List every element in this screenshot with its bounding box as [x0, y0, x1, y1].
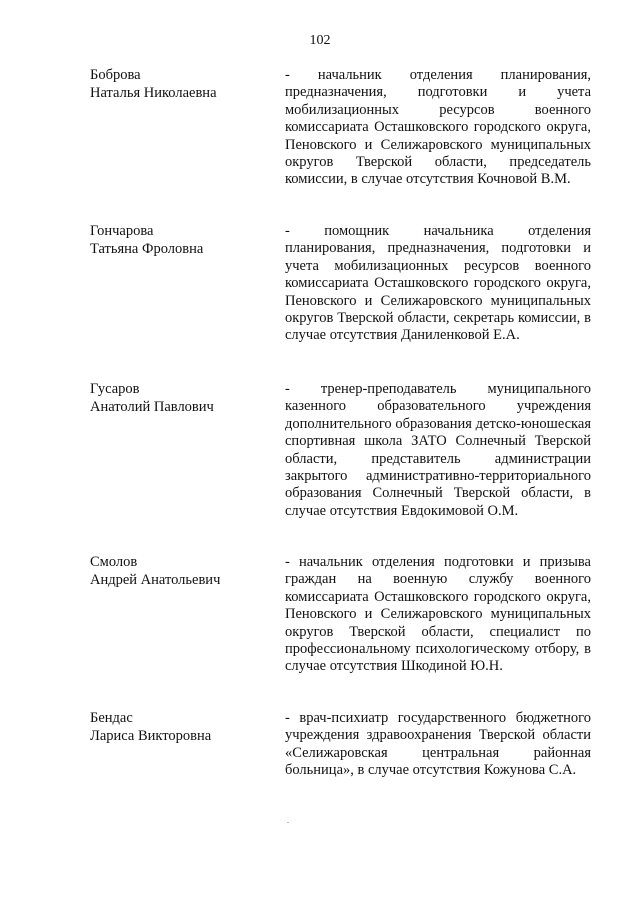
- scan-speck: [287, 822, 289, 823]
- member-name: [90, 223, 270, 258]
- member-role: - врач-психиатр государственного бюджетного учреждения здравоохранения Тверской области «Селижаровская центральная районная больница», в случае отсутствия Кожунова С.А.: [285, 710, 591, 779]
- member-name: [90, 710, 270, 745]
- member-surname: Гусаров: [90, 381, 140, 397]
- member-given-names: Лариса Викторовна: [90, 727, 212, 744]
- member-role: - начальник отделения подготовки и призыва граждан на военную службу военного комиссариата Осташковского городского округа, Пеновского и Селижаровского муниципальных округов Тверской области, специалист по профессиональному психологическому отбору, в случае отсутствия Шкодиной Ю.Н.: [285, 554, 591, 675]
- member-surname: Боброва: [90, 67, 141, 83]
- member-surname: Смолов: [90, 554, 138, 570]
- member-given-names: Анатолий Павлович: [90, 398, 214, 415]
- member-name: [90, 554, 270, 589]
- member-role: - начальник отделения планирования, предназначения, подготовки и учета мобилизационных ресурсов военного комиссариата Осташковского городского округа, Пеновского и Селижаровского муниципальных округов Тверской области, председатель комиссии, в случае отсутствия Кочновой В.М.: [285, 67, 591, 188]
- member-given-names: Татьяна Фроловна: [90, 240, 204, 257]
- member-surname: Бендас: [90, 710, 133, 726]
- member-role: - помощник начальника отделения планирования, предназначения, подготовки и учета мобилизационных ресурсов военного комиссариата Осташковского городского округа, Пеновского и Селижаровского муниципальных округов Тверской области, секретарь комиссии, в случае отсутствия Даниленковой Е.А.: [285, 223, 591, 344]
- member-given-names: Наталья Николаевна: [90, 84, 217, 101]
- page-number: 102: [309, 33, 331, 48]
- member-name: [90, 67, 270, 102]
- member-role: - тренер-преподаватель муниципального казенного образовательного учреждения дополнительного образования детско-юношеская спортивная школа ЗАТО Солнечный Тверской области, представитель администрации закрытого административно-территориального образования Солнечный Тверской области, в случае отсутствия Евдокимовой О.М.: [285, 381, 591, 519]
- member-given-names: Андрей Анатольевич: [90, 571, 221, 588]
- member-name: [90, 381, 270, 416]
- member-surname: Гончарова: [90, 223, 154, 239]
